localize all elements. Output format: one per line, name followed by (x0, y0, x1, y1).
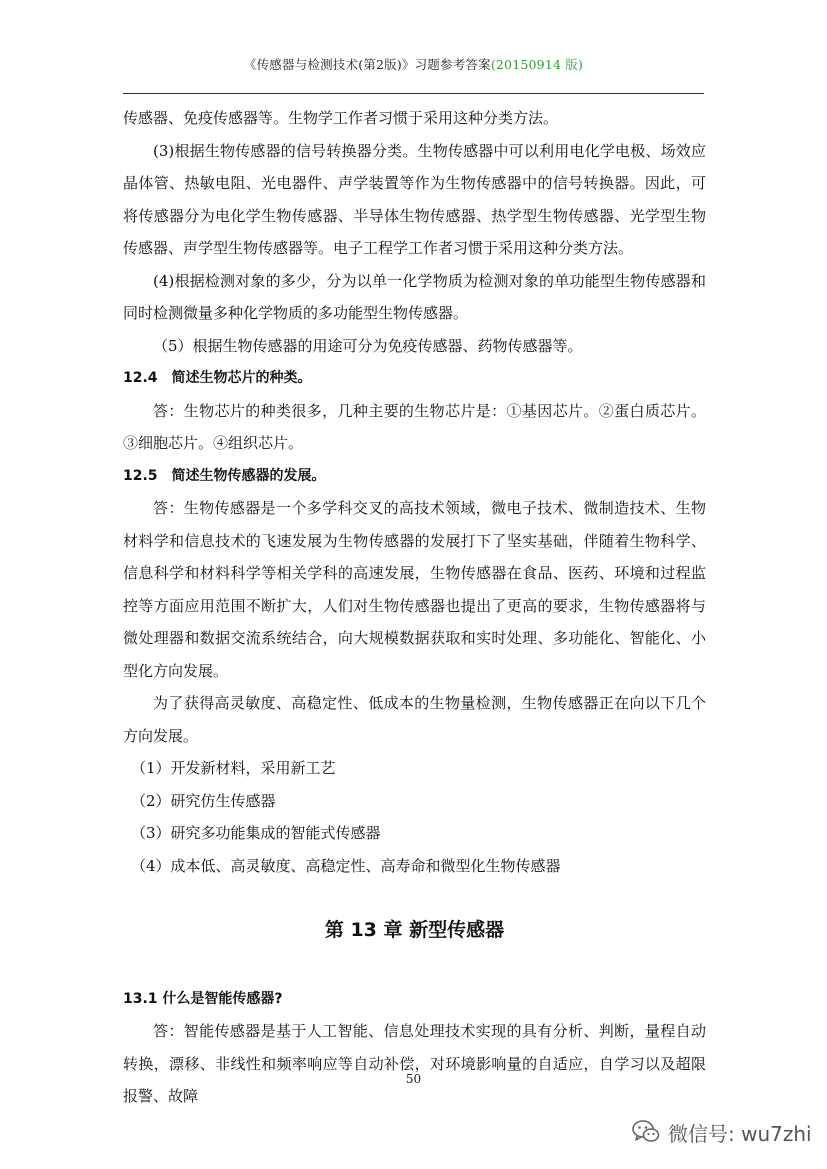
chapter-spacer-top (123, 882, 706, 914)
question-heading-12-5: 12.5 简述生物传感器的发展。 (123, 467, 326, 484)
paragraph-continued: 传感器、免疫传感器等。生物学工作者习惯于采用这种分类方法。 (123, 109, 559, 127)
question-heading-12-4: 12.4 简述生物芯片的种类。 (123, 370, 312, 386)
answer-12-5-para2: 为了获得高灵敏度、高稳定性、低成本的生物量检测，生物传感器正在向以下几个方向发展。 (123, 694, 706, 745)
list-item: （1）开发新材料，采用新工艺 (131, 759, 336, 777)
paragraph-classification-5: （5）根据生物传感器的用途可分为免疫传感器、药物传感器等。 (153, 336, 583, 355)
watermark-text: 微信号: wu7zhi (668, 1121, 812, 1146)
wechat-icon (632, 1119, 660, 1145)
answer-13-1: 答：智能传感器是基于人工智能、信息处理技术实现的具有分析、判断，量程自动转换，漂移、非线性和频率响应等自动补偿，对环境影响量的自适应，自学习以及超限报警、故障 (123, 1022, 706, 1105)
list-item: （3）研究多功能集成的智能式传感器 (131, 824, 381, 842)
list-item: （4）成本低、高灵敏度、高稳定性、高寿命和微型化生物传感器 (131, 856, 561, 875)
question-heading-13-1: 13.1 什么是智能传感器? (123, 990, 283, 1007)
header-divider (123, 93, 704, 94)
header-title: 《传感器与检测技术(第2版)》习题参考答案 (243, 57, 491, 72)
running-header (123, 55, 704, 73)
answer-12-5: 答：生物传感器是一个多学科交叉的高技术领域，微电子技术、微制造技术、生物材料学和信息技术的飞速发展为生物传感器的发展打下了坚实基础，伴随着生物科学、信息科学和材料科学等相关学科的高速发展，生物传感器在食品、医药、环境和过程监控等方面应用范围不断扩大，人们对生物传感器也提出了更高的要求，生物传感器将与微处理器和数据交流系统结合，向大规模数据获取和实时处理、多功能化、智能化、小型化方向发展。 (123, 499, 706, 680)
page-number: 50 (405, 1072, 422, 1086)
paragraph-classification-4: (4)根据检测对象的多少，分为以单一化学物质为检测对象的单功能型生物传感器和同时检测微量多种化学物质的多功能型生物传感器。 (123, 271, 706, 322)
chapter-title: 第 13 章 新型传感器 (324, 919, 505, 941)
list-item: （2）研究仿生传感器 (131, 791, 276, 810)
wechat-watermark (632, 1117, 812, 1147)
page-body (123, 102, 706, 1113)
answer-12-4: 答：生物芯片的种类很多，几种主要的生物芯片是：①基因芯片。②蛋白质芯片。③细胞芯片。④组织芯片。 (123, 401, 706, 452)
paragraph-classification-3: (3)根据生物传感器的信号转换器分类。生物传感器中可以利用电化学电极、场效应晶体管、热敏电阻、光电器件、声学装置等作为生物传感器中的信号转换器。因此，可将传感器分为电化学生物传感器、半导体生物传感器、热学型生物传感器、光学型生物传感器、声学型生物传感器等。电子工程学工作者习惯于采用这种分类方法。 (123, 141, 706, 257)
header-edition: (20150914 版) (490, 57, 584, 72)
chapter-spacer-bottom (123, 947, 706, 983)
